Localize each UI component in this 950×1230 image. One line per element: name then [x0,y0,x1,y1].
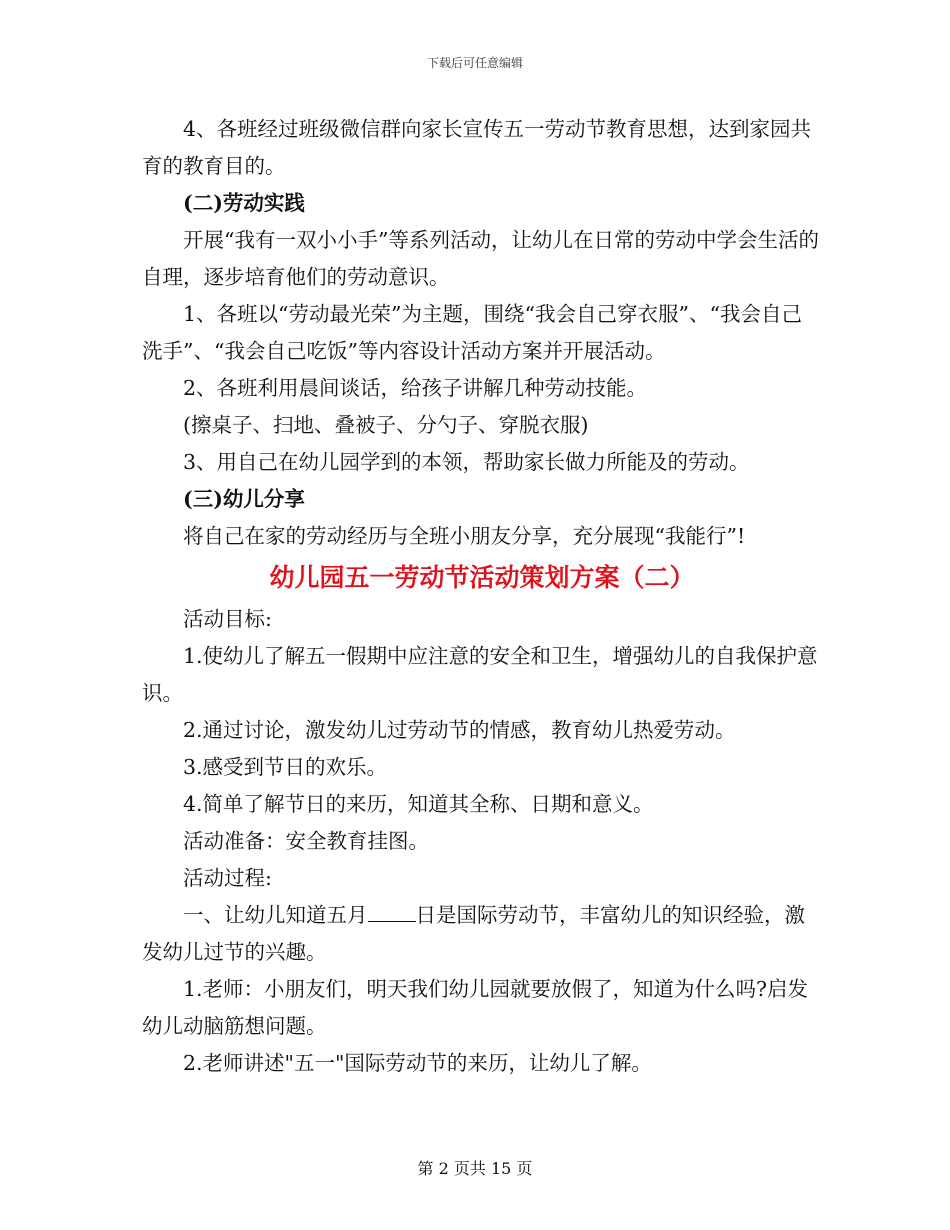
paragraph-text: 日是国际劳动节，丰富幼儿的知识经验，激发幼儿过节的兴趣。 [142,903,805,964]
paragraph: 1、各班以“劳动最光荣”为主题，围绕“我会自己穿衣服”、“我会自己洗手”、“我会自己吃饭”等内容设计活动方案并开展活动。 [142,302,802,363]
paragraph: 活动过程: [183,866,272,890]
paragraph: 3.感受到节日的欢乐。 [183,755,388,779]
fill-in-blank [368,903,416,922]
paragraph: 4、各班经过班级微信群向家长宣传五一劳动节教育思想，达到家园共育的教育目的。 [142,117,812,178]
document-title: 幼儿园五一劳动节活动策划方案（二） [269,563,695,592]
paragraph: 2.老师讲述"五一"国际劳动节的来历，让幼儿了解。 [183,1051,652,1075]
page-footer: 第 2 页共 15 页 [417,1159,533,1178]
section-heading: (二)劳动实践 [183,191,305,215]
paragraph: 3、用自己在幼儿园学到的本领，帮助家长做力所能及的劳动。 [183,450,750,474]
section-heading: (三)幼儿分享 [183,487,305,511]
paragraph: 1.使幼儿了解五一假期中应注意的安全和卫生，增强幼儿的自我保护意识。 [142,644,818,705]
paragraph: 开展“我有一双小小手”等系列活动，让幼儿在日常的劳动中学会生活的自理，逐步培育他们的劳动意识。 [142,228,819,289]
page-header: 下载后可任意编辑 [426,56,523,70]
paragraph: 将自己在家的劳动经历与全班小朋友分享，充分展现“我能行”! [183,524,746,548]
paragraph-with-blank [142,897,822,971]
document-body [142,111,822,1082]
paragraph-text: 一、让幼儿知道五月 [183,903,368,927]
paragraph: (擦桌子、扫地、叠被子、分勺子、穿脱衣服) [183,413,589,437]
paragraph: 1.老师：小朋友们，明天我们幼儿园就要放假了，知道为什么吗?启发幼儿动脑筋想问题。 [142,977,809,1038]
paragraph: 活动目标: [183,607,272,631]
paragraph: 活动准备：安全教育挂图。 [183,829,429,853]
paragraph: 4.简单了解节日的来历，知道其全称、日期和意义。 [183,792,654,816]
paragraph: 2.通过讨论，激发幼儿过劳动节的情感，教育幼儿热爱劳动。 [183,718,736,742]
paragraph: 2、各班利用晨间谈话，给孩子讲解几种劳动技能。 [183,376,648,400]
